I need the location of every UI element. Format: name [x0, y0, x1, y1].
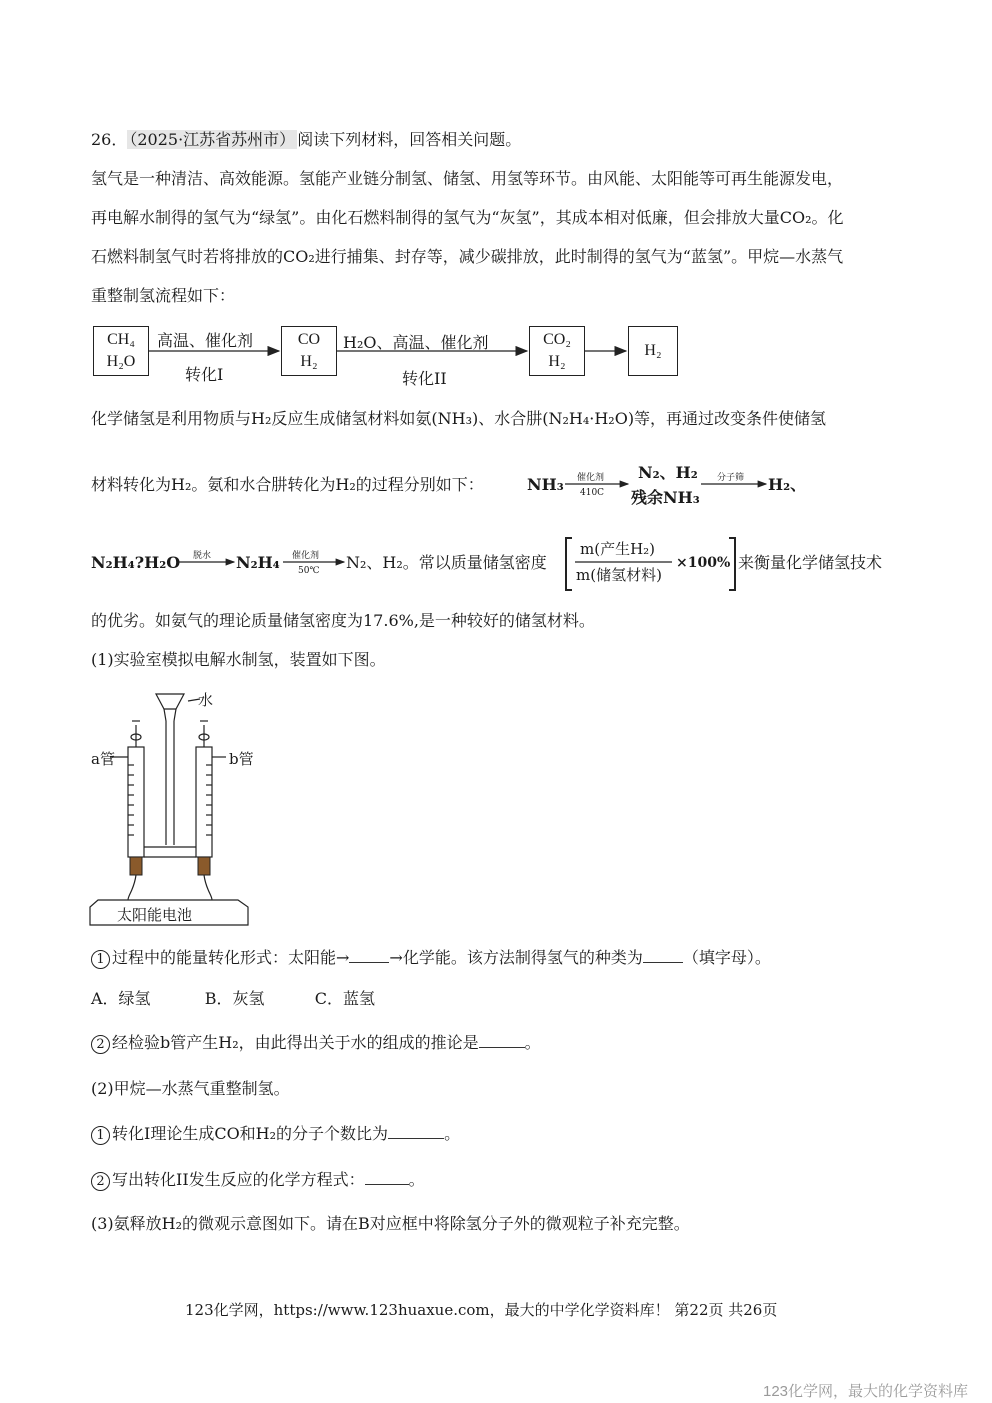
arrow2-bottom-label: 转化II [402, 369, 447, 388]
q2-sub2-pre: 写出转化II发生反应的化学方程式： [112, 1170, 365, 1189]
flow-box2-line1: CO [297, 331, 321, 348]
q2-sub1-number: 1 [91, 1126, 110, 1145]
mid-products-top: N₂、H₂ [638, 463, 698, 482]
para2-line1: 化学储氢是利用物质与H₂反应生成储氢材料如氨(NH₃)、水合肼(N₂H₄·H₂O)等，再通过改变条件使储氢 [91, 409, 827, 428]
dehydrate-label: 脱水 [193, 551, 212, 561]
catalyst1-bottom: 410C [580, 488, 605, 498]
fraction-multiplier: ×100% [676, 555, 731, 571]
q2-sub2-blank[interactable] [365, 1170, 409, 1185]
flow-box2-line2: H₂ [300, 353, 318, 370]
q2-sub1-blank[interactable] [388, 1124, 444, 1139]
label-a-tube: a管 [91, 750, 115, 768]
q3-title: (3)氨释放H₂的微观示意图如下。请在B对应框中将除氢分子外的微观粒子补充完整。 [91, 1214, 690, 1233]
nh3-label: NH₃ [527, 475, 564, 494]
hydrazine-hydrate: N₂H₄?H₂O [91, 553, 181, 572]
q1-title: (1)实验室模拟电解水制氢，装置如下图。 [91, 650, 386, 669]
para1-line3: 石燃料制氢气时若将排放的CO₂进行捕集、封存等，减少碳排放，此时制得的氢气为“蓝氢”。甲烷—水蒸气 [91, 247, 844, 266]
reaction-arrows [0, 0, 992, 620]
q1-sub2-blank[interactable] [479, 1033, 525, 1048]
q2-sub2-number: 2 [91, 1172, 110, 1191]
q1-sub1-post: （填字母）。 [682, 948, 771, 967]
arrow1-top-label: 高温、催化剂 [157, 331, 254, 350]
flow-box1-line2: H₂O [106, 353, 136, 370]
page-footer: 123化学网，https://www.123huaxue.com，最大的中学化学资料库！ 第22页 共26页 [185, 1301, 778, 1319]
q2-title: (2)甲烷—水蒸气重整制氢。 [91, 1079, 290, 1098]
hydrazine-products: N₂、H₂。常以质量储氢密度 [346, 553, 547, 572]
after-fraction-text: 来衡量化学储氢技术 [738, 553, 883, 572]
q1-sub1 [91, 948, 771, 969]
nh3-final-product: H₂、 [768, 475, 807, 494]
arrow1-bottom-label: 转化I [185, 365, 224, 384]
para2-line4: 的优劣。如氨气的理论质量储氢密度为17.6%,是一种较好的储氢材料。 [91, 611, 595, 630]
para1-line4: 重整制氢流程如下： [91, 286, 236, 305]
arrow2-top-label: H₂O、高温、催化剂 [343, 333, 489, 352]
q2-sub1 [91, 1124, 460, 1145]
q1-sub1-number: 1 [91, 950, 110, 969]
q1-sub2-number: 2 [91, 1035, 110, 1054]
q1-sub2 [91, 1033, 541, 1054]
para1-line1: 氢气是一种清洁、高效能源。氢能产业链分制氢、储氢、用氢等环节。由风能、太阳能等可再生能源发电， [91, 169, 844, 188]
label-water: 水 [198, 691, 214, 709]
question-source: （2025·江苏省苏州市） [129, 130, 296, 149]
flow-box1-line1: CH₄ [107, 331, 135, 348]
para2-line2-text: 材料转化为H₂。氨和水合肼转化为H₂的过程分别如下： [91, 475, 484, 494]
sieve-label: 分子筛 [717, 473, 745, 483]
option-b[interactable]: B．灰氢 [204, 989, 265, 1008]
q1-options [91, 989, 375, 1009]
option-a[interactable]: A．绿氢 [91, 989, 151, 1008]
question-number: 26． [91, 130, 128, 149]
question-intro: 阅读下列材料，回答相关问题。 [297, 130, 522, 149]
q1-sub1-blank1[interactable] [349, 948, 389, 963]
q1-sub1-blank2[interactable] [643, 948, 683, 963]
q2-sub2-post: 。 [408, 1170, 425, 1189]
q2-sub1-post: 。 [444, 1124, 461, 1143]
flow-box4-text: H₂ [644, 342, 662, 359]
q2-sub1-pre: 转化I理论生成CO和H₂的分子个数比为 [112, 1124, 389, 1143]
flow-box3-line2: H₂ [548, 353, 566, 370]
label-solar-battery: 太阳能电池 [117, 906, 193, 924]
watermark: 123化学网，最大的化学资料库 [763, 1383, 969, 1400]
q1-sub2-pre: 经检验b管产生H₂，由此得出关于水的组成的推论是 [112, 1033, 479, 1052]
option-c[interactable]: C．蓝氢 [314, 989, 375, 1008]
catalyst1-top: 催化剂 [577, 473, 605, 483]
electrolysis-apparatus [88, 685, 258, 930]
q1-sub2-post: 。 [524, 1033, 541, 1052]
fraction-denominator: m(储氢材料) [576, 566, 662, 584]
catalyst2-bottom: 50℃ [298, 566, 320, 576]
fraction-numerator: m(产生H₂) [580, 540, 656, 558]
mid-products-bottom: 残余NH₃ [631, 488, 700, 507]
label-b-tube: b管 [229, 750, 254, 768]
q1-sub1-mid: →化学能。该方法制得氢气的种类为 [389, 948, 643, 967]
catalyst2-top: 催化剂 [292, 551, 320, 561]
q1-sub1-pre: 过程中的能量转化形式：太阳能→ [112, 948, 350, 967]
para1-line2: 再电解水制得的氢气为“绿氢”。由化石燃料制得的氢气为“灰氢”，其成本相对低廉，但会排放大量CO₂。化 [91, 208, 844, 227]
q2-sub2 [91, 1170, 425, 1191]
flow-box3-line1: CO₂ [543, 331, 571, 348]
hydrazine: N₂H₄ [236, 553, 280, 572]
